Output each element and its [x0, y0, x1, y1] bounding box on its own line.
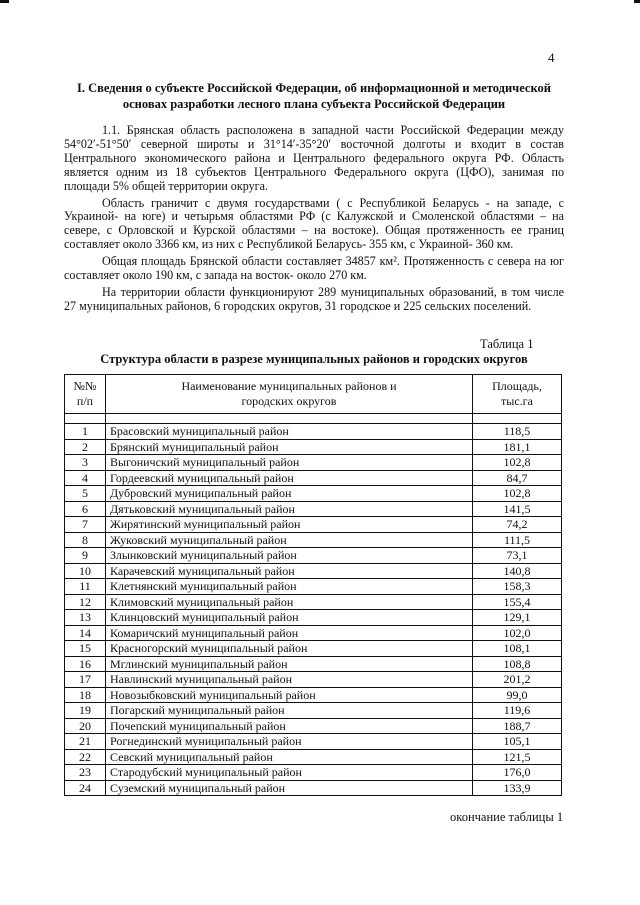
table-continuation-note: окончание таблицы 1: [450, 810, 564, 824]
header-number-line-2: п/п: [76, 394, 94, 408]
row-area: 119,6: [473, 703, 562, 719]
table-row: [65, 718, 562, 734]
row-area: 155,4: [473, 594, 562, 610]
row-district-name: Стародубский муниципальный район: [106, 765, 473, 781]
header-area: [473, 375, 562, 414]
row-number: 14: [65, 625, 106, 641]
header-area-line-1: Площадь,: [492, 379, 542, 393]
row-district-name: Выгоничский муниципальный район: [106, 455, 473, 471]
row-district-name: Брасовский муниципальный район: [106, 424, 473, 440]
header-name-line-1: Наименование муниципальных районов и: [181, 379, 397, 393]
table-row: [65, 703, 562, 719]
row-district-name: Жирятинский муниципальный район: [106, 517, 473, 533]
header-area-line-2: тыс.га: [501, 394, 533, 408]
row-district-name: Навлинский муниципальный район: [106, 672, 473, 688]
row-district-name: Клинцовский муниципальный район: [106, 610, 473, 626]
row-number: 2: [65, 439, 106, 455]
row-area: 99,0: [473, 687, 562, 703]
table-row: [65, 594, 562, 610]
row-area: 74,2: [473, 517, 562, 533]
row-district-name: Севский муниципальный район: [106, 749, 473, 765]
header-name-line-2: городских округов: [241, 394, 337, 408]
row-area: 176,0: [473, 765, 562, 781]
header-number: [65, 375, 106, 414]
row-area: 121,5: [473, 749, 562, 765]
body-text: [64, 124, 564, 317]
row-number: 11: [65, 579, 106, 595]
table-row: [65, 765, 562, 781]
table-body: [65, 414, 562, 796]
row-district-name: Злынковский муниципальный район: [106, 548, 473, 564]
table-row: [65, 610, 562, 626]
row-district-name: Климовский муниципальный район: [106, 594, 473, 610]
row-number: 1: [65, 424, 106, 440]
row-district-name: Клетнянский муниципальный район: [106, 579, 473, 595]
row-area: 102,8: [473, 455, 562, 471]
row-district-name: Погарский муниципальный район: [106, 703, 473, 719]
row-district-name: Суземский муниципальный район: [106, 780, 473, 796]
section-heading-line-1: I. Сведения о субъекте Российской Федерации, об информационной и методической: [77, 81, 551, 95]
row-area: 188,7: [473, 718, 562, 734]
row-number: 4: [65, 470, 106, 486]
row-number: 17: [65, 672, 106, 688]
row-district-name: Дятьковский муниципальный район: [106, 501, 473, 517]
row-area: 105,1: [473, 734, 562, 750]
row-area: 108,8: [473, 656, 562, 672]
row-district-name: Комаричский муниципальный район: [106, 625, 473, 641]
row-number: 22: [65, 749, 106, 765]
paragraph-borders: Область граничит с двумя государствами ( с Республикой Беларусь - на западе, с Украиной- на юге) и четырьмя областями РФ (с Калужской и Смоленской областями – на севере, с Орловской и Курской областями – на востоке). Общая протяженность ее границ составляет около 3366 км, из них с Республикой Беларусь- 355 км, с Украиной- 360 км.: [64, 195, 564, 252]
row-number: 16: [65, 656, 106, 672]
table-row: [65, 548, 562, 564]
row-number: 21: [65, 734, 106, 750]
row-number: 19: [65, 703, 106, 719]
table-row: [65, 563, 562, 579]
row-area: 73,1: [473, 548, 562, 564]
table-row: [65, 486, 562, 502]
table-row: [65, 455, 562, 471]
row-area: 129,1: [473, 610, 562, 626]
table-row: [65, 687, 562, 703]
row-number: 10: [65, 563, 106, 579]
row-area: 118,5: [473, 424, 562, 440]
spacer-cell: [106, 414, 473, 424]
row-district-name: Новозыбковский муниципальный район: [106, 687, 473, 703]
row-area: 108,1: [473, 641, 562, 657]
row-number: 9: [65, 548, 106, 564]
districts-table: [64, 374, 562, 796]
row-number: 8: [65, 532, 106, 548]
table-row: [65, 532, 562, 548]
spacer-cell: [473, 414, 562, 424]
row-area: 141,5: [473, 501, 562, 517]
row-area: 102,8: [473, 486, 562, 502]
row-area: 140,8: [473, 563, 562, 579]
row-district-name: Почепский муниципальный район: [106, 718, 473, 734]
table-row: [65, 656, 562, 672]
row-area: 84,7: [473, 470, 562, 486]
row-district-name: Жуковский муниципальный район: [106, 532, 473, 548]
row-area: 111,5: [473, 532, 562, 548]
row-area: 102,0: [473, 625, 562, 641]
row-district-name: Рогнединский муниципальный район: [106, 734, 473, 750]
row-number: 23: [65, 765, 106, 781]
table-row: [65, 780, 562, 796]
table-row: [65, 424, 562, 440]
table-row: [65, 749, 562, 765]
row-number: 18: [65, 687, 106, 703]
row-area: 133,9: [473, 780, 562, 796]
page-number: 4: [548, 50, 555, 65]
table-row: [65, 517, 562, 533]
spacer-cell: [65, 414, 106, 424]
row-district-name: Карачевский муниципальный район: [106, 563, 473, 579]
row-district-name: Дубровский муниципальный район: [106, 486, 473, 502]
table-row: [65, 625, 562, 641]
header-name: [106, 375, 473, 414]
scan-edge-mark-left: [0, 0, 9, 3]
header-number-line-1: №№: [73, 379, 97, 393]
row-district-name: Гордеевский муниципальный район: [106, 470, 473, 486]
table-row: [65, 470, 562, 486]
table-row: [65, 641, 562, 657]
row-number: 24: [65, 780, 106, 796]
paragraph-location: 1.1. Брянская область расположена в западной части Российской Федерации между 54°02′-51°50′ северной широты и 31°14′-35°20′ восточной долготы и входит в состав Центрального экономического района и Центрального федерального округа РФ. Область является одним из 18 субъектов Центрального Федерального округа (ЦФО), занимая по площади 5% общей территории округа.: [64, 123, 564, 193]
row-number: 12: [65, 594, 106, 610]
row-area: 201,2: [473, 672, 562, 688]
row-number: 5: [65, 486, 106, 502]
table-caption: Таблица 1: [480, 337, 534, 351]
row-number: 15: [65, 641, 106, 657]
table-row: [65, 439, 562, 455]
row-district-name: Мглинский муниципальный район: [106, 656, 473, 672]
table-row: [65, 734, 562, 750]
table-title: Структура области в разрезе муниципальных районов и городских округов: [100, 352, 528, 366]
row-area: 181,1: [473, 439, 562, 455]
table-header-row: [65, 375, 562, 414]
section-heading-line-2: основах разработки лесного плана субъекта Российской Федерации: [122, 97, 506, 111]
row-number: 3: [65, 455, 106, 471]
row-area: 158,3: [473, 579, 562, 595]
table-row: [65, 672, 562, 688]
row-number: 13: [65, 610, 106, 626]
paragraph-municipalities: На территории области функционируют 289 муниципальных образований, в том числе 27 муниципальных районов, 6 городских округов, 31 городское и 225 сельских поселений.: [64, 284, 564, 313]
paragraph-area: Общая площадь Брянской области составляет 34857 км². Протяженность с севера на юг составляет около 190 км, с запада на восток- около 270 км.: [64, 254, 564, 283]
row-number: 6: [65, 501, 106, 517]
row-district-name: Брянский муниципальный район: [106, 439, 473, 455]
table-spacer-row: [65, 414, 562, 424]
section-heading: [64, 80, 564, 112]
row-district-name: Красногорский муниципальный район: [106, 641, 473, 657]
row-number: 7: [65, 517, 106, 533]
row-number: 20: [65, 718, 106, 734]
table-row: [65, 579, 562, 595]
scan-edge-mark-right: [634, 0, 640, 3]
table-row: [65, 501, 562, 517]
